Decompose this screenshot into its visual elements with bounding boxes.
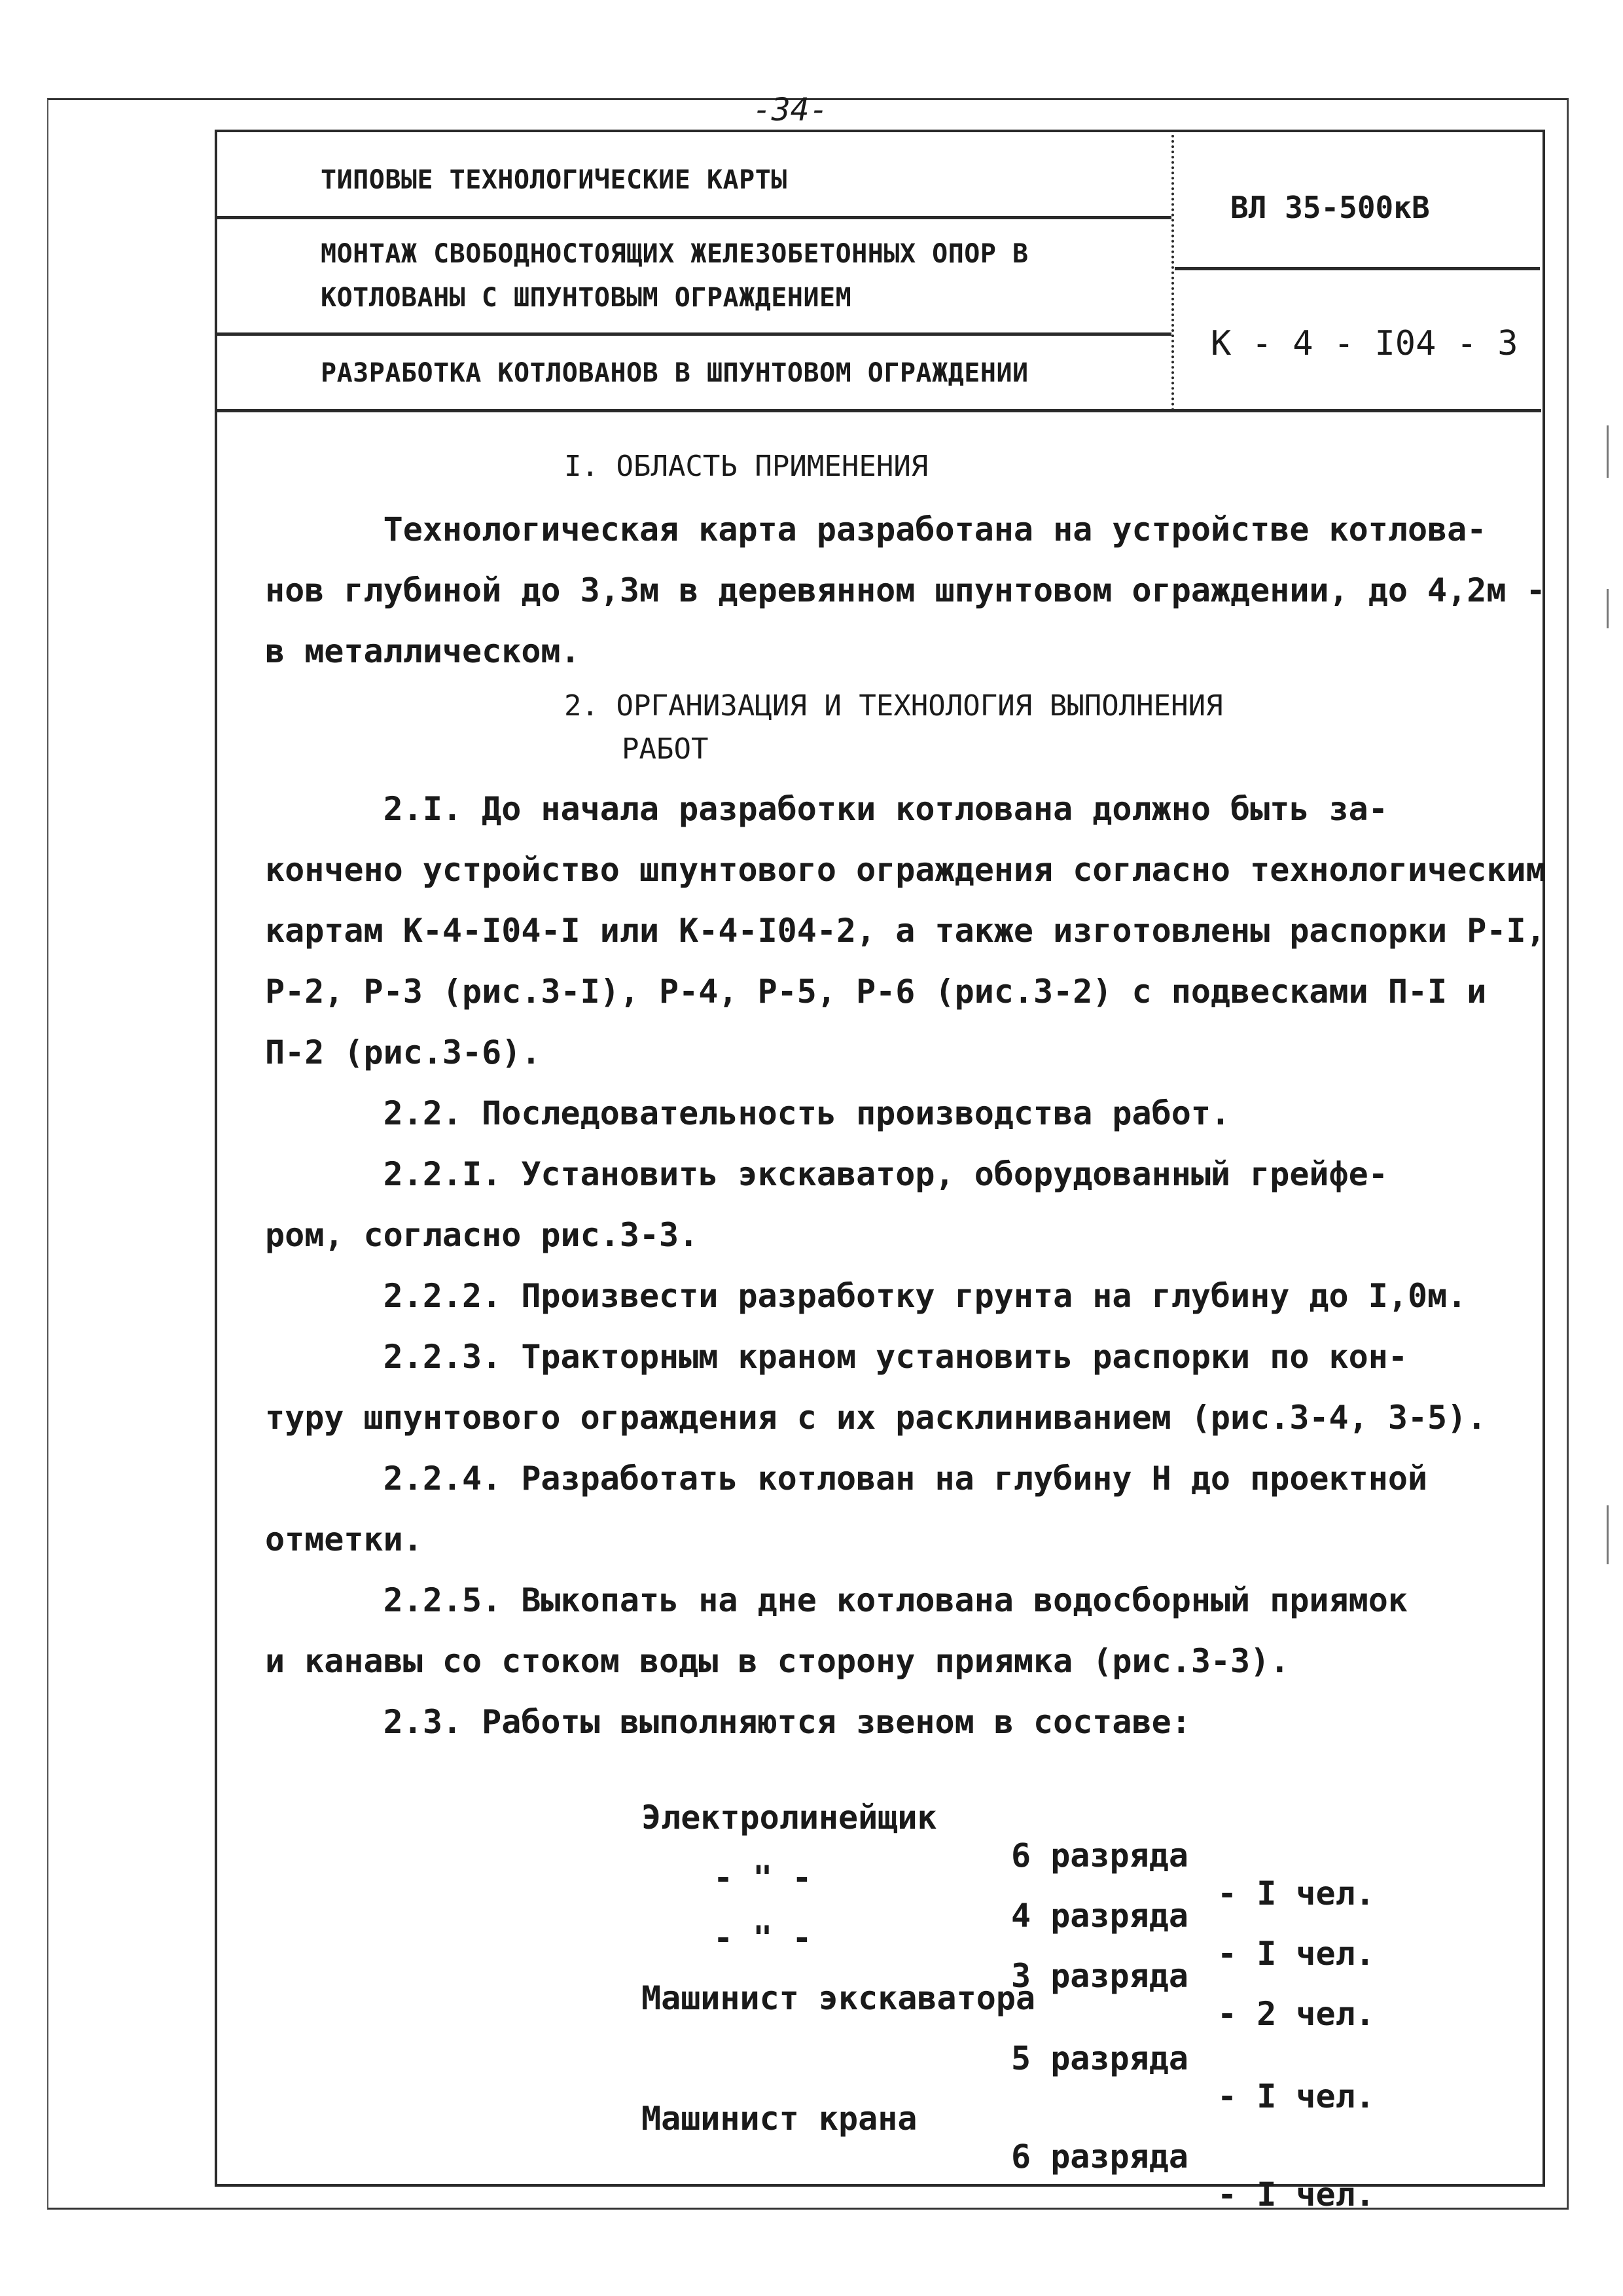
section2-line: 2.2.3. Тракторным краном установить распорки по кон- xyxy=(265,1338,1408,1376)
header-divider-2 xyxy=(216,332,1171,336)
crew-grade: 6 разряда xyxy=(1011,2138,1188,2176)
scan-edge-mark xyxy=(1607,425,1609,478)
section2-line: кончено устройство шпунтового ограждения согласно технологическим xyxy=(265,851,1546,889)
work-title-line2: КОТЛОВАНЫ С ШПУНТОВЫМ ОГРАЖДЕНИЕМ xyxy=(321,283,852,313)
crew-grade: 6 разряда xyxy=(1011,1837,1188,1874)
section2-title-line2: РАБОТ xyxy=(622,732,709,766)
crew-role: - " - xyxy=(713,1919,812,1957)
section2-line: Р-2, Р-3 (рис.3-I), Р-4, Р-5, Р-6 (рис.3-2) с подвесками П-I и xyxy=(265,973,1487,1011)
crew-grade: 3 разряда xyxy=(1011,1957,1188,1995)
crew-grade: 4 разряда xyxy=(1011,1897,1188,1935)
crew-count: - I чел. xyxy=(1217,2176,1375,2214)
section2-title-line1: 2. ОРГАНИЗАЦИЯ И ТЕХНОЛОГИЯ ВЫПОЛНЕНИЯ xyxy=(564,689,1223,723)
section2-line: 2.2.I. Установить экскаватор, оборудованный грейфе- xyxy=(265,1155,1388,1193)
header-divider-3 xyxy=(216,409,1541,412)
series-title: ТИПОВЫЕ ТЕХНОЛОГИЧЕСКИЕ КАРТЫ xyxy=(321,165,787,195)
page-number: -34- xyxy=(753,92,829,128)
section1-line: в металлическом. xyxy=(265,632,580,670)
scan-edge-mark xyxy=(1607,1505,1609,1564)
section1-title: I. ОБЛАСТЬ ПРИМЕНЕНИЯ xyxy=(564,450,929,483)
crew-count: - 2 чел. xyxy=(1217,1995,1375,2033)
section2-line: П-2 (рис.3-6). xyxy=(265,1033,541,1071)
section2-line: картам К-4-I04-I или К-4-I04-2, а также изготовлены распорки Р-I, xyxy=(265,912,1546,950)
section2-line: 2.2.5. Выкопать на дне котлована водосборный приямок xyxy=(265,1581,1408,1619)
section2-line: 2.2.4. Разработать котлован на глубину Н до проектной xyxy=(265,1460,1428,1498)
section1-body xyxy=(265,499,1546,682)
crew-role: - " - xyxy=(713,1859,812,1897)
section2-line: 2.3. Работы выполняются звеном в составе: xyxy=(265,1703,1191,1741)
crew-role: Машинист крана xyxy=(641,2100,918,2138)
work-title-line1: МОНТАЖ СВОБОДНОСТОЯЩИХ ЖЕЛЕЗОБЕТОННЫХ ОПОР В xyxy=(321,239,1029,269)
header-vertical-divider xyxy=(1171,130,1174,411)
section2-body xyxy=(265,779,1546,1753)
section1-line: нов глубиной до 3,3м в деревянном шпунтовом ограждении, до 4,2м - xyxy=(265,571,1546,609)
crew-grade: 5 разряда xyxy=(1011,2039,1188,2077)
scan-edge-mark xyxy=(1607,589,1609,628)
crew-count: - I чел. xyxy=(1217,1935,1375,1973)
section2-line: 2.2. Последовательность производства работ. xyxy=(265,1094,1231,1132)
section2-line: ром, согласно рис.3-3. xyxy=(265,1216,699,1254)
line-code: ВЛ 35-500кВ xyxy=(1230,190,1430,225)
crew-role: Машинист экскаватора xyxy=(641,1979,1036,2017)
section1-line: Технологическая карта разработана на устройстве котлова- xyxy=(265,511,1487,548)
subtitle: РАЗРАБОТКА КОТЛОВАНОВ В ШПУНТОВОМ ОГРАЖДЕНИИ xyxy=(321,358,1029,388)
section2-line: отметки. xyxy=(265,1520,423,1558)
section2-line: 2.I. До начала разработки котлована должно быть за- xyxy=(265,790,1388,828)
header-divider-1 xyxy=(216,216,1171,219)
section2-line: 2.2.2. Произвести разработку грунта на глубину до I,0м. xyxy=(265,1277,1467,1315)
crew-row xyxy=(0,2062,1375,2251)
crew-role: Электролинейщик xyxy=(641,1799,937,1837)
crew-count: - I чел. xyxy=(1217,2077,1375,2115)
section2-line: туру шпунтового ограждения с их расклиниванием (рис.3-4, 3-5). xyxy=(265,1399,1487,1437)
section2-line: и канавы со стоком воды в сторону приямка (рис.3-3). xyxy=(265,1642,1290,1680)
crew-count: - I чел. xyxy=(1217,1874,1375,1912)
card-code: К - 4 - I04 - 3 xyxy=(1211,324,1518,363)
header-divider-right xyxy=(1175,267,1540,270)
